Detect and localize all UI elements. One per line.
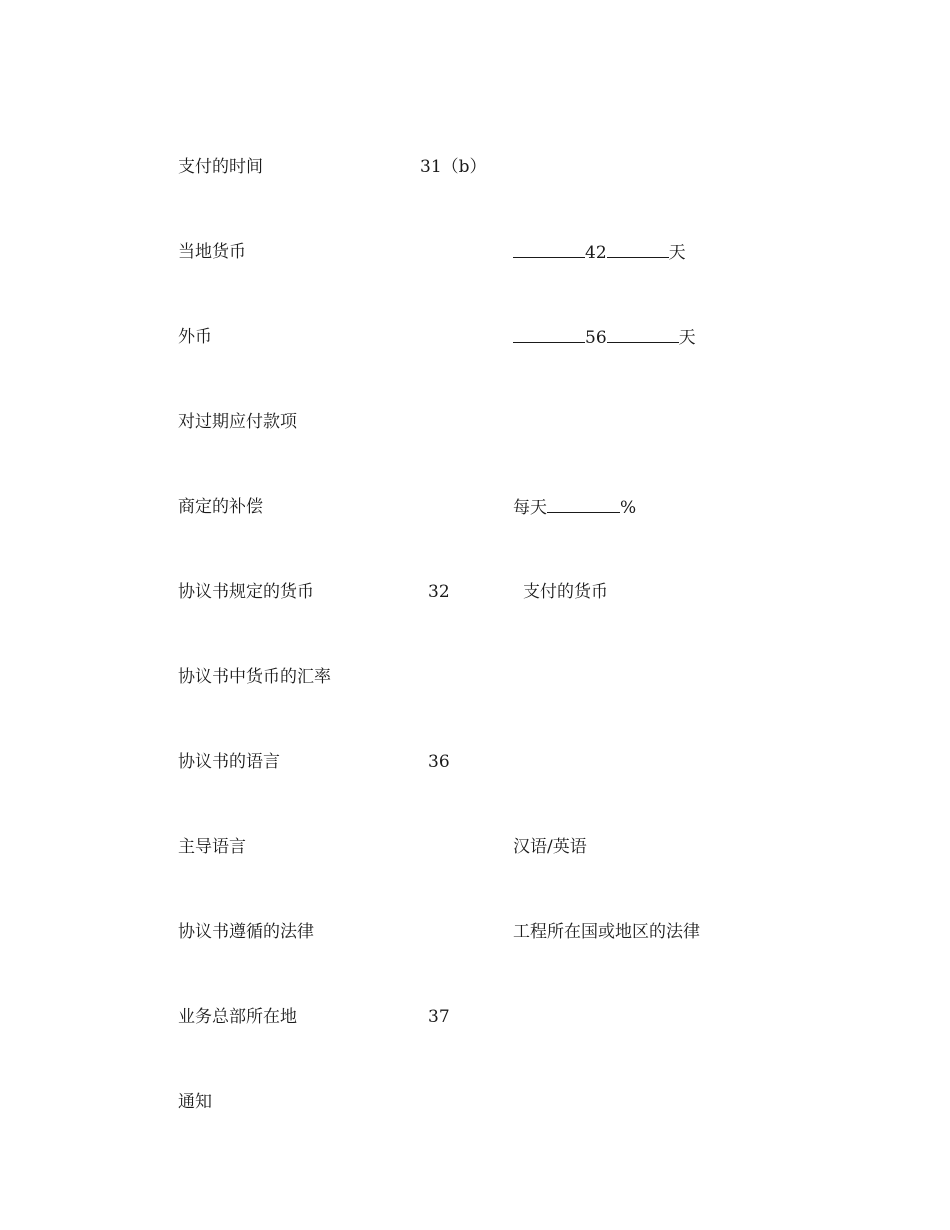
row-value: 支付的货币 — [523, 582, 608, 602]
row-overdue-payments — [0, 410, 950, 434]
row-label: 协议书中货币的汇率 — [178, 667, 331, 687]
row-payment-time — [0, 155, 950, 179]
rate-field — [513, 495, 636, 520]
clause-number: 37 — [428, 1007, 450, 1027]
row-value: 工程所在国或地区的法律 — [513, 922, 700, 942]
blank-line — [513, 240, 585, 258]
row-label: 支付的时间 — [178, 157, 263, 177]
days-field — [513, 325, 696, 350]
rate-prefix: 每天 — [513, 498, 547, 518]
row-ruling-language — [0, 835, 950, 859]
row-agreement-language — [0, 750, 950, 774]
row-agreement-currency — [0, 580, 950, 604]
row-label: 主导语言 — [178, 837, 246, 857]
blank-line — [607, 325, 679, 343]
days-number: 56 — [585, 328, 607, 348]
row-label: 协议书的语言 — [178, 752, 280, 772]
clause-number: 31（b） — [420, 157, 487, 177]
days-field — [513, 240, 686, 265]
row-label: 对过期应付款项 — [178, 412, 297, 432]
blank-line — [513, 325, 585, 343]
row-governing-law — [0, 920, 950, 944]
row-agreed-compensation — [0, 495, 950, 519]
clause-number: 36 — [428, 752, 450, 772]
rate-unit: % — [620, 498, 637, 518]
blank-line — [547, 495, 620, 513]
row-value: 汉语/英语 — [513, 837, 587, 857]
row-local-currency — [0, 240, 950, 264]
row-label: 外币 — [178, 327, 212, 347]
row-foreign-currency — [0, 325, 950, 349]
row-label: 协议书遵循的法律 — [178, 922, 314, 942]
row-exchange-rate — [0, 665, 950, 689]
days-number: 42 — [585, 243, 607, 263]
row-label: 协议书规定的货币 — [178, 582, 314, 602]
days-unit: 天 — [678, 328, 696, 348]
blank-line — [607, 240, 669, 258]
row-label: 通知 — [178, 1092, 212, 1112]
row-notices — [0, 1090, 950, 1114]
row-label: 业务总部所在地 — [178, 1007, 297, 1027]
row-label: 商定的补偿 — [178, 497, 263, 517]
row-headquarters-location — [0, 1005, 950, 1029]
clause-number: 32 — [428, 582, 450, 602]
row-label: 当地货币 — [178, 242, 246, 262]
days-unit: 天 — [668, 243, 686, 263]
